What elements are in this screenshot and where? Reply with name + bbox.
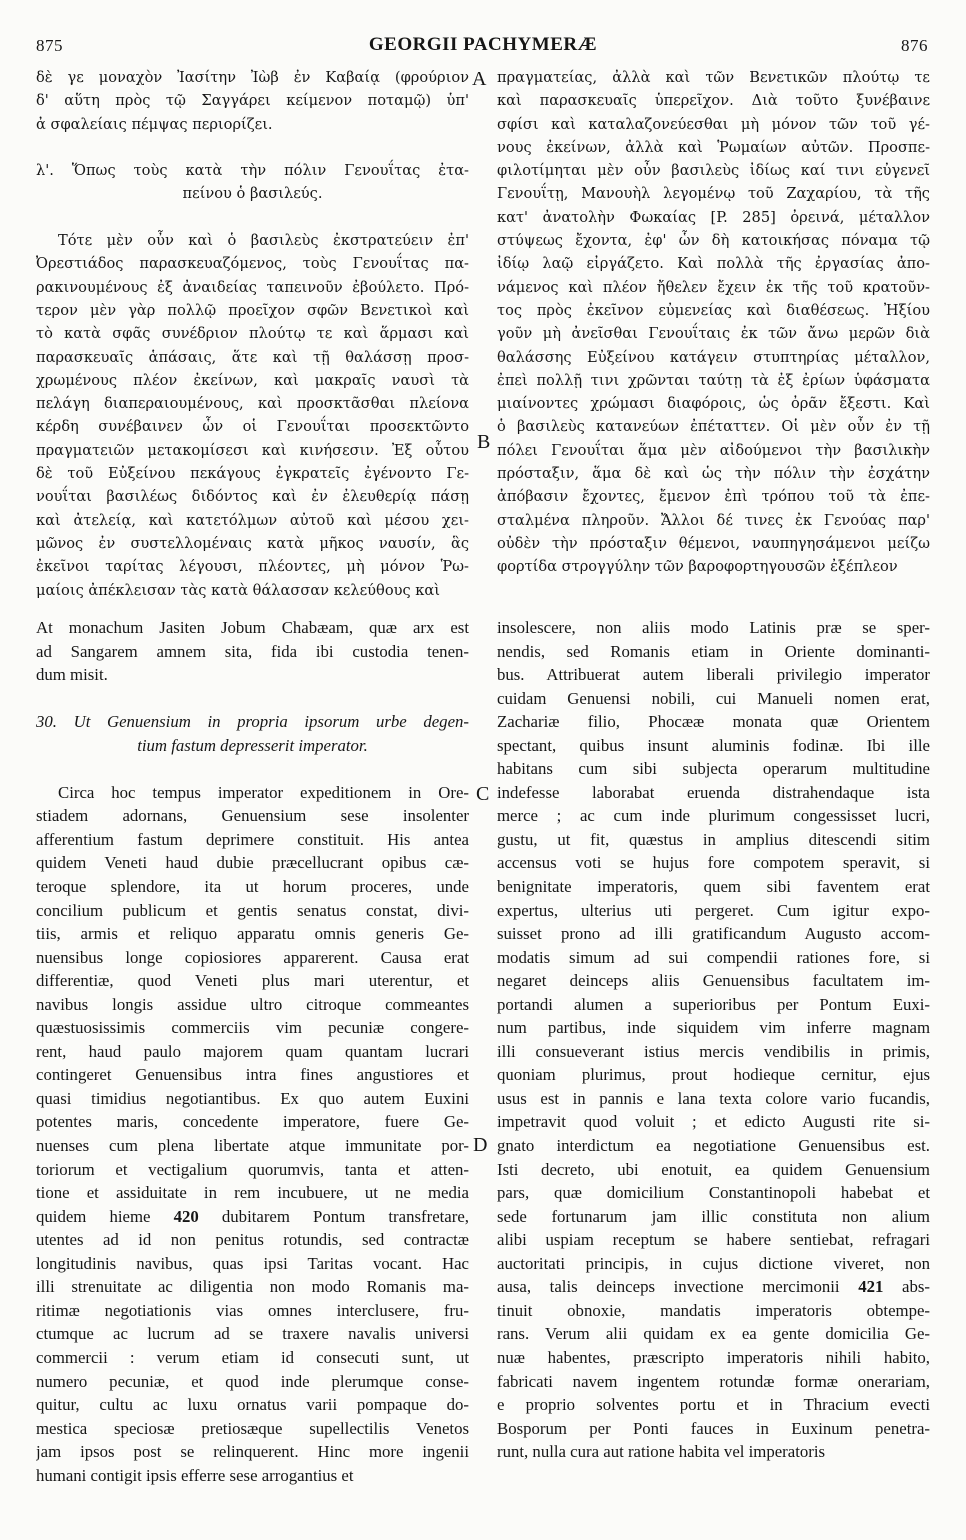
page-number-right: 876 — [901, 36, 928, 55]
text-line: nendis, sed Romanis etiam in Oriente dominanti- — [497, 641, 930, 661]
text-line: δ' αὕτη πρὸς τῷ Σαγγάρει κείμενον ποταμῷ) ὑπ' — [36, 92, 469, 110]
text-line: quoniam plurimus, prout hodieque cernitur, ejus — [497, 1065, 930, 1085]
text-line: κέρδη συνέβαινεν ὧν οἱ Γενουΐται προσεκτῶντο — [36, 418, 469, 436]
text-line: e proprio solventes portu et in Thracium evecti — [497, 1395, 930, 1415]
text-line: benignitate imperatoris, quem sibi faventem erat — [497, 877, 930, 897]
text-line: καὶ ἀτελείᾳ, καὶ κατετόλμων αὐτοῦ καὶ μέσου χει- — [36, 511, 469, 529]
text-line: τος πρὸς ἐκεῖνον εὐμενείας καὶ διαθέσεως. Ἠξίου — [497, 301, 930, 319]
text-line: jam ipsos post se relinquerent. Hinc more ingenii — [36, 1442, 469, 1462]
text-line: δὲ τοῦ Εὐξείνου πεκάγους ἐγκρατεῖς ἐγένοντο Γε- — [36, 465, 469, 483]
page-number-left: 875 — [36, 36, 63, 55]
text-line: illi consueverant istius mercis vendibilis in primis, — [497, 1041, 930, 1061]
text-line: Circa hoc tempus imperator expeditionem in Ore- — [58, 782, 469, 802]
text-line: sede fortunarum jam illic constituta non alium — [497, 1206, 930, 1226]
text-line: quidem hieme 420 dubitarem Pontum transfretare, — [36, 1206, 469, 1226]
text-line: bus. Attribuerat autem liberali privilegio imperator — [497, 665, 930, 685]
text-line: νουΐται βασιλέως διδόντος καὶ ἐν ἐλευθερίᾳ πάσῃ — [36, 488, 469, 506]
page-marker: 421 — [858, 1277, 884, 1297]
text-line: cuidam Genuensi nobili, cui Manueli nomen erat, — [497, 688, 930, 708]
text-line: θαλάσσης Εὐξείνου κατάγειν στυπτηρίας μέταλλον, — [497, 348, 930, 366]
text-line: pars, quæ domicilium Constantinopoli habebat et — [497, 1183, 930, 1203]
text-line: ρακινουμένους ἐξ ἀναιδείας ταπεινοῦν ἐβούλετο. Πρό- — [36, 278, 469, 296]
text-line: humani contigit ipsis efferre sese arrogantius et — [36, 1465, 354, 1485]
text-line: nuæ habentes, præscripto imperatoris nihili habito, — [497, 1347, 930, 1367]
text-line: teroque splendore, ita ut horum proceres, unde — [36, 877, 469, 897]
text-line: ritimæ negotiationis vias omnes interclusere, fru- — [36, 1300, 469, 1320]
text-line: σφίσι καὶ καταλαζονεύεσθαι μὴ μόνον τῶν τοῦ γέ- — [497, 115, 930, 133]
latin-text-right-column — [497, 616, 930, 1464]
text-line: expertus, ulterius uti pergeret. Cum igitur expo- — [497, 900, 930, 920]
margin-letter-a: A — [472, 68, 487, 90]
text-line: negaret deinceps aliis Genuensibus facultatem im- — [497, 971, 930, 991]
margin-letter-b: B — [477, 431, 491, 453]
text-line: nuenses cum plena libertate atque immunitate por- — [36, 1136, 469, 1156]
text-line: toriorum et vectigalium quorumvis, tanta et atten- — [36, 1159, 469, 1179]
text-line: mestica speciosæ pretiosæque supellectilis Venetos — [36, 1418, 469, 1438]
text-line: habitans cum sibi subjecta operarum multitudine — [497, 759, 930, 779]
text-line: λ'. Ὅπως τοὺς κατὰ τὴν πόλιν Γενουΐτας ἐτα- — [36, 162, 469, 180]
text-line: χρωμένους πλέον ἐκείνων, καὶ μακραῖς ναυσὶ τὰ — [36, 371, 469, 389]
text-line: ἐκεῖνοι ταρίτας λέγουσι, πλέοντες, μὴ μόνον Ῥω- — [36, 558, 469, 576]
text-line: τὸ κατὰ σφᾶς συνέδριον πλούτῳ τε καὶ ἅρμασι καὶ — [36, 325, 469, 343]
text-line: πελάγη διαπεραιουμένους, καὶ προσκτᾶσθαι πλείονα — [36, 395, 469, 413]
text-line: ad Sangarem amnem sita, fida ibi custodia tenen- — [36, 641, 469, 661]
text-line: navibus longis assidue ultro citroque commeantes — [36, 994, 469, 1014]
margin-letter-d: D — [473, 1134, 488, 1156]
text-line: utentes ad id non penitus rotundis, sed contractæ — [36, 1230, 469, 1250]
text-line: πείνου ὁ βασιλεύς. — [182, 185, 323, 203]
text-line: gustu, ut fit, quæstus in amplius ditescendi sitim — [497, 829, 930, 849]
text-line: longitudinis navibus, quas ipsi Taritas vocant. Hac — [36, 1253, 469, 1273]
text-line: potentes maris, concedente imperatore, fuere Ge- — [36, 1112, 469, 1132]
text-line: ausa, talis deinceps invectione mercimonii 421 abs- — [497, 1277, 930, 1297]
text-line: accensus voti se hujus fore compotem speravit, si — [497, 853, 930, 873]
text-line — [36, 206, 469, 229]
text-line: πραγματείας, ἀλλὰ καὶ τῶν Βενετικῶν πλούτῳ τε — [497, 69, 930, 86]
text-line: Zachariæ filio, Phocææ monata quæ Orientem — [497, 712, 930, 732]
text-line: καὶ παρασκευαῖς ὑπερεῖχον. Διὰ τοῦτο ξυνέβαινε — [497, 92, 930, 110]
text-line: Isti decreto, ubi enotuit, ea quidem Genuensium — [497, 1159, 930, 1179]
text-line: nuensibus longe copiosiores apparerent. Causa erat — [36, 947, 469, 967]
text-line: stiadem adornans, Genuensium sese insolenter — [36, 806, 469, 826]
text-line: Τότε μὲν οὖν καὶ ὁ βασιλεὺς ἐκστρατεύειν ἐπ' — [58, 232, 469, 250]
text-line: portandi alumen a superioribus per Pontum Euxi- — [497, 994, 930, 1014]
text-line: γοῦν μὴ ἀνεῖσθαι Γενουΐταις ἐκ τῶν ἄνω μερῶν διὰ — [497, 325, 930, 343]
text-line: Γενουΐτῃ, Μανουὴλ λεγομένῳ τοῦ Ζαχαρίου, τὰ τῆς — [497, 185, 930, 203]
text-line: numero pecuniæ, et quod inde plerumque conse- — [36, 1371, 469, 1391]
text-line: afferentium fastum deprimere constituit. His antea — [36, 829, 469, 849]
text-line: spectant, quibus insunt aluminis fodinæ. Ibi ille — [497, 735, 930, 755]
text-line — [36, 687, 469, 711]
text-line: ἐπεὶ πολλῇ τινι χρῶνται ταύτῃ τὰ ἐξ ἐρίων ὑφάσματα — [497, 371, 930, 389]
text-line: οὐδὲν τὴν πρόσταξιν θέμενοι, ναυπηγησάμενοι μείζω — [497, 534, 930, 552]
text-line: concilium publicum et gentis senatus constat, divi- — [36, 900, 469, 920]
text-line: suisset prono ad illi gratificandum Augusto accom- — [497, 924, 930, 944]
text-line: πρόσταξιν, ἅμα δὲ καὶ ὡς τὴν πόλιν τὴν ἐσχάτην — [497, 465, 930, 483]
text-line: σταλμένα πληροῦν. Ἄλλοι δέ τινες ἐκ Γενούας παρ' — [497, 511, 930, 529]
text-line: num partibus, inde siquidem vim inferre magnam — [497, 1018, 930, 1038]
text-line: παρασκευαῖς ἁπάσαις, ἅτε καὶ τῇ θαλάσσῃ προσ- — [36, 348, 469, 366]
text-line: merce ; ac cum inde plurimum congessisset lucri, — [497, 806, 930, 826]
text-line: usus est in pannis e lana texta colore vario fucandis, — [497, 1088, 930, 1108]
text-line: rans. Verum alii quidam ex ea gente domicilia Ge- — [497, 1324, 930, 1344]
text-line: 30. Ut Genuensium in propria ipsorum urbe degen- — [36, 712, 469, 732]
text-line: πραγματειῶν μετακομίσεσι καὶ κινήσεσιν. Ἐξ οὗτου — [36, 441, 469, 459]
text-line: indefesse laborabat eruenda distrahendaque ista — [497, 782, 930, 802]
text-line: quitur, cultu ac luxu ornatus varii pompaque do- — [36, 1395, 469, 1415]
text-line: differentiæ, quod Veneti plus mari uterentur, et — [36, 971, 469, 991]
text-line: auctoritati principis, in cujus dictione viveret, non — [497, 1253, 930, 1273]
text-line: tinuit obnoxie, mandatis imperatoris obtempe- — [497, 1300, 930, 1320]
text-line: δὲ γε μοναχὸν Ἰασίτην Ἰὼβ ἐν Καβαίᾳ (φρούριον — [36, 69, 469, 86]
text-line: At monachum Jasiten Jobum Chabæam, quæ arx est — [36, 618, 469, 637]
text-line: μῶνος ἐν συστελλομέναις κατὰ μῆκος ναυσίν, ἃς — [36, 534, 469, 552]
text-line: μαίοις ἀπέκλεισαν τὰς κατὰ θάλασσαν κελεύθους καὶ — [36, 581, 441, 599]
text-line: πόλει Γενουΐται ἅμα μὲν αἰδούμενοι τὴν βασιλικὴν — [497, 441, 930, 459]
text-line: gnato interdictum ea negotiatione Genuensibus est. — [497, 1136, 930, 1156]
text-line: modatis simum ad sui compendii rationes fore, si — [497, 947, 930, 967]
greek-text-right-column — [497, 66, 930, 579]
text-line: ἀπόβασιν ἔχοντες, ἔμενον ἐπὶ τρόπου τοῦ τὰ ἐπε- — [497, 488, 930, 506]
text-line: ὁ βασιλεὺς κατανεύων ἐπέταττεν. Οἱ μὲν οὖν ἐν τῇ — [497, 418, 930, 436]
text-line: tione et assiduitate in rem incubuere, ut ne media — [36, 1183, 469, 1203]
text-line: alibi uspiam receptum se habere sentiebat, refragari — [497, 1230, 930, 1250]
text-line: στύψεως ἔχοντα, ἐφ' ὧν δὴ κατοικήσας πόναμα τῷ — [497, 232, 930, 250]
text-line — [36, 136, 469, 159]
text-line: τερον μὲν γὰρ πολλῷ προεῖχον σφῶν Βενετικοὶ καὶ — [36, 301, 469, 319]
text-line: ἰδίῳ λαῷ εἰργάζετο. Καὶ πολλὰ τῆς ἐργασίας ἀπο- — [497, 255, 930, 273]
text-line: insolescere, non aliis modo Latinis præ se sper- — [497, 618, 930, 637]
text-line: fabricati navem ingentem rotundæ formæ onerariam, — [497, 1371, 930, 1391]
text-line: dum misit. — [36, 665, 108, 685]
text-line: quæstuosissimis commerciis vim pecuniæ congere- — [36, 1018, 469, 1038]
text-line: ctumque ac lucrum ad se traxere navalis universi — [36, 1324, 469, 1344]
text-line: μιαίνοντες χρώμασι διαφόροις, ὡς ὀρᾶν ἔξεστι. Καὶ — [497, 395, 930, 413]
text-line: νους ἐκείνων, ἀλλὰ καὶ Ῥωμαίων αὐτῶν. Προσπε- — [497, 138, 930, 156]
text-line: tiis, armis et reliquo apparatu omnis generis Ge- — [36, 924, 469, 944]
text-line: ἀ σφαλείαις πέμψας περιορίζει. — [36, 115, 273, 133]
margin-letter-c: C — [476, 783, 490, 805]
text-line: commercii : verum etiam id consecuti sunt, ut — [36, 1347, 469, 1367]
page-marker: 420 — [173, 1206, 199, 1226]
text-line: φορτίδα στρογγύλην τῶν βαροφορτηγουσῶν ἐξέπλεον — [497, 558, 898, 576]
running-title: GEORGII PACHYMERÆ — [368, 34, 598, 55]
text-line: Bosporum per Ponti fauces in Euxinum penetra- — [497, 1418, 930, 1438]
text-line: quasi timidius negotiantibus. Ex quo autem Euxini — [36, 1088, 469, 1108]
text-line: quidem Veneti haud dubie præcellucrant opibus cæ- — [36, 853, 469, 873]
text-line: rent, haud paulo majorem quam quantam lucrari — [36, 1041, 469, 1061]
text-line: tium fastum depresserit imperator. — [137, 735, 368, 755]
text-line: κατ' ἀνατολὴν Φωκαίας [P. 285] ὀρεινά, μέταλλον — [497, 208, 930, 226]
text-line — [36, 757, 469, 781]
text-line: impetravit quod voluit ; et edicto Augusti rite si- — [497, 1112, 930, 1132]
text-line: νάμενος καὶ πλέον ἤθελεν ἔχειν ἐκ τῆς τοῦ κρατοῦν- — [497, 278, 930, 296]
latin-text-left-column — [36, 616, 469, 1487]
text-line: Ὀρεστιάδος παρασκευαζόμενος, τοὺς Γενουΐτας πα- — [36, 255, 469, 273]
text-line: runt, nulla cura aut ratione habita vel imperatoris — [497, 1442, 826, 1462]
text-line: contingeret Genuensibus intra fines angustiores et — [36, 1065, 469, 1085]
text-line: φιλοτίμηται μὲν οὖν βασιλεὺς ἰδίως καί τινι εὐγενεῖ — [497, 162, 930, 180]
text-line: illi strenuitate ac diligentia non modo Romanis ma- — [36, 1277, 469, 1297]
greek-text-left-column — [36, 66, 469, 602]
